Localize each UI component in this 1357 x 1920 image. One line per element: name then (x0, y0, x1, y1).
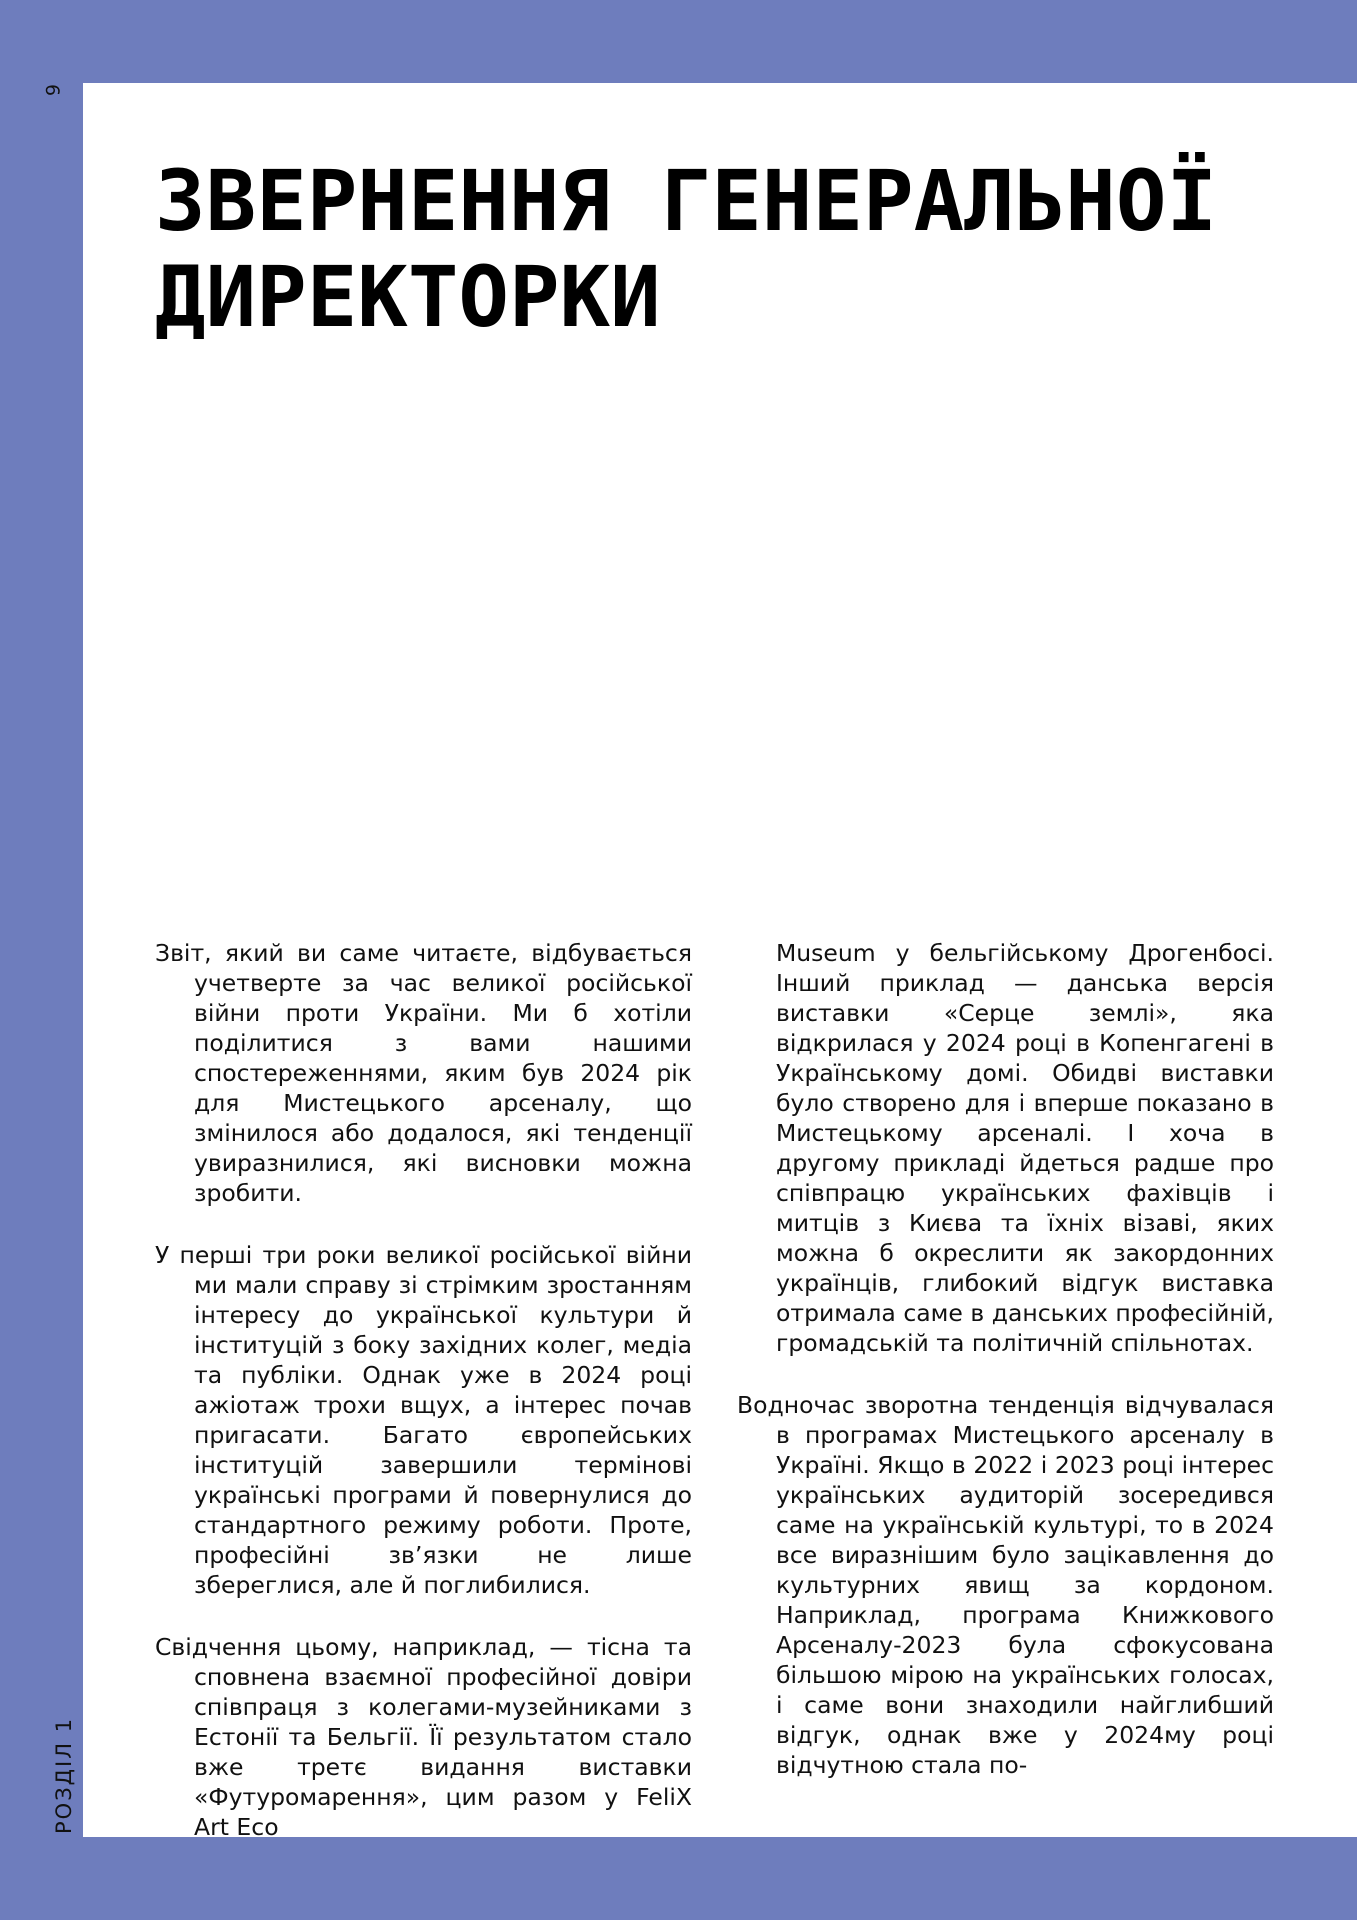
text-column-right (737, 938, 1274, 1812)
paragraph: Свідчення цьому, наприклад, — тісна та сповнена взаємної професійної довіри співпраця з колегами-музейниками з Естонії та Бельгії. Її результатом стало вже третє видання виставки «Футуромарення», цим разом у FeliX Art Eco (155, 1633, 692, 1841)
paragraph: Звіт, який ви саме читаєте, відбувається учетверте за час великої російської війни проти України. Ми б хотіли поділитися з вами нашими спостереженнями, яким був 2024 рік для Мистецького арсеналу, що змінилося або додалося, які тенденції увиразнилися, які висновки можна зробити. (155, 939, 692, 1207)
paragraph: Водночас зворотна тенденція відчувалася в програмах Мистецького арсеналу в Україні. Якщо в 2022 і 2023 році інтерес українських аудиторій зосередився саме на українській культурі, то в 2024 все виразнішим було зацікавлення до культурних явищ за кордоном. Наприклад, програма Книжкового Арсеналу-2023 була сфокусована більшою мірою на українських голосах, і саме вони знаходили найглибший відгук, однак вже у 2024му році відчутною стала по- (737, 1391, 1274, 1779)
paragraph: У перші три роки великої російської війни ми мали справу зі стрімким зростанням інтересу до української культури й інституцій з боку західних колег, медіа та публіки. Однак уже в 2024 році ажіотаж трохи вщух, а інтерес почав пригасати. Багато європейських інституцій завершили термінові українські програми й повернулися до стандартного режиму роботи. Проте, професійні зв’язки не лише збереглися, але й поглибилися. (155, 1241, 692, 1599)
page-title: ЗВЕРНЕННЯ ГЕНЕРАЛЬНОЇ ДИРЕКТОРКИ (155, 152, 1218, 346)
page-content (83, 83, 1357, 1841)
paragraph-continuation: Museum у бельгійському Дрогенбосі. Інший приклад — данська версія виставки «Серце землі», яка відкрилася у 2024 році в Копенгагені в Українському домі. Обидві виставки було створено для і вперше показано в Мистецькому арсеналі. І хоча в другому прикладі йдеться радше про співпрацю українських фахівців і митців з Києва та їхніх візаві, яких можна б окреслити як закордонних українців, глибокий відгук виставка отримала саме в данських професійній, громадській та політичній спільнотах. (776, 939, 1274, 1357)
page-number: 6 (41, 83, 63, 97)
section-label: РОЗДІЛ 1 (52, 1716, 76, 1834)
text-column-left (155, 938, 692, 1874)
